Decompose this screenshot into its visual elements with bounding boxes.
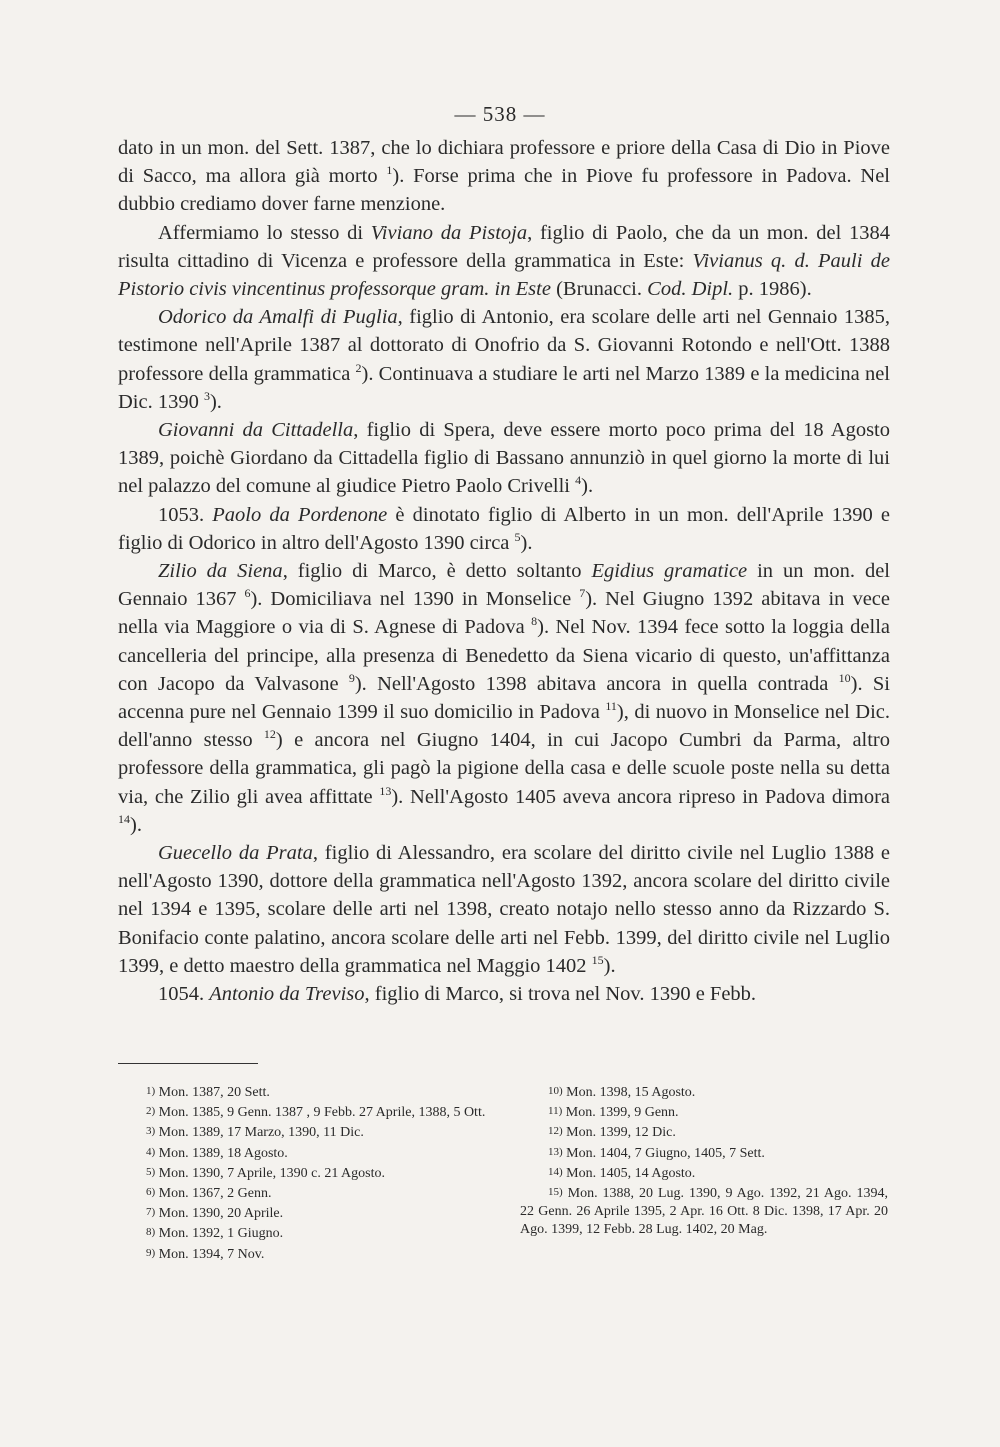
text-run: Affermiamo lo stesso di <box>158 221 371 244</box>
footnote-mark: 15) <box>548 1186 563 1199</box>
paragraph <box>118 219 890 304</box>
footnote <box>118 1163 486 1183</box>
text-run: dato in un mon. del Sett. 1387, che lo dichiara professore e priore della Casa di Dio in Piove di Sacco, ma allora già morto <box>118 137 890 188</box>
text-run: ), di nuovo in Monselice nel Dic. dell'anno stesso <box>118 701 890 752</box>
footnote-mark: 4) <box>146 1145 156 1158</box>
footnote-text: Mon. 1367, 2 Genn. <box>155 1186 272 1202</box>
italic-text: Odorico da Amalfi di Puglia <box>158 306 398 329</box>
footnote-text: Mon. 1404, 7 Giugno, 1405, 7 Sett. <box>562 1145 765 1161</box>
footnote-reference: 11 <box>605 699 617 714</box>
text-run: p. 1986). <box>733 278 812 301</box>
footnote-separator <box>118 1063 258 1064</box>
footnote-reference: 2 <box>355 360 362 375</box>
footnotes-left-column <box>118 1082 486 1264</box>
paragraph <box>118 980 890 1008</box>
footnote <box>118 1082 486 1102</box>
footnote-mark: 5) <box>146 1165 156 1178</box>
italic-text: Guecello da Prata <box>158 842 313 865</box>
paragraph <box>118 416 890 501</box>
text-run: ) e ancora nel Giugno 1404, in cui Jacopo Cumbri da Parma, altro professore della grammatica, gli pagò la pigione della casa e delle scuole poste nella su detta via, che Zilio gli avea affittate <box>118 729 891 808</box>
text-run: in un mon. del Gennaio 1367 <box>118 560 891 611</box>
footnote-reference: 3 <box>203 389 210 403</box>
footnote-reference: 6 <box>244 586 251 601</box>
footnote-text: Mon. 1390, 7 Aprile, 1390 c. 21 Agosto. <box>155 1165 386 1181</box>
italic-text: Antonio da Treviso <box>209 983 365 1006</box>
footnote <box>118 1102 486 1122</box>
footnote-mark: 8) <box>146 1226 156 1239</box>
paragraph <box>118 134 890 219</box>
footnote <box>520 1143 888 1163</box>
footnote-reference: 4 <box>575 473 582 488</box>
footnote-reference: 7 <box>579 586 586 601</box>
footnote <box>520 1183 888 1240</box>
footnote-reference: 10 <box>838 671 851 686</box>
footnote <box>520 1102 888 1122</box>
text-run: , figlio di Paolo, che da un mon. del 1384 risulta cittadino di Vicenza e professore della grammatica in Este: <box>118 221 891 272</box>
footnote-mark: 6) <box>146 1186 156 1199</box>
page-number: — 538 — <box>454 102 546 126</box>
footnote-mark: 14) <box>548 1165 563 1178</box>
text-run: , figlio di Antonio, era scolare delle arti nel Gennaio 1385, testimone nell'Aprile 1387 al dottorato di Onofrio da S. Giovanni Rotondo e nell'Ott. 1388 professore della grammatica <box>118 306 890 385</box>
text-run: ). Continuava a studiare le arti nel Marzo 1389 e la medicina nel Dic. 1390 <box>118 362 890 413</box>
text-run: ). Si accenna pure nel Gennaio 1399 il suo domicilio in Padova <box>118 672 890 724</box>
text-run: 1053. <box>158 503 213 526</box>
italic-text: Cod. Dipl. <box>647 278 734 301</box>
text-run: ). Nel Giugno 1392 abitava in vece nella via Maggiore o via di S. Agnese di Padova <box>118 588 890 639</box>
text-run: ). <box>520 531 533 554</box>
footnote-mark: 9) <box>146 1246 156 1259</box>
text-run: ). <box>603 954 616 977</box>
footnote-text: Mon. 1405, 14 Agosto. <box>562 1165 696 1181</box>
text-run: ). <box>209 390 222 413</box>
paragraph <box>118 557 890 839</box>
footnote-reference: 14 <box>118 812 130 827</box>
footnote-mark: 7) <box>146 1206 156 1219</box>
italic-text: Zilio da Siena <box>158 560 283 583</box>
italic-text: Vivianus q. d. Pauli de Pistorio civis vincentinus professorque gram. in Este <box>118 249 890 301</box>
italic-text: Egidius gramatice <box>591 560 748 583</box>
footnote-mark: 13) <box>548 1145 563 1158</box>
footnote-reference: 9 <box>348 671 355 686</box>
footnote-reference: 1 <box>386 163 393 178</box>
main-text <box>118 134 890 1008</box>
footnote-reference: 8 <box>531 614 538 629</box>
footnote-text: Mon. 1389, 17 Marzo, 1390, 11 Dic. <box>155 1125 364 1141</box>
footnote-text: Mon. 1387, 20 Sett. <box>155 1085 270 1100</box>
footnote-mark: 1) <box>146 1085 156 1097</box>
footnote <box>118 1122 486 1142</box>
italic-text: Giovanni da Cittadella <box>158 419 354 442</box>
footnote-reference: 13 <box>379 783 392 798</box>
text-run: , figlio di Marco, si trova nel Nov. 1390 e Febb. <box>364 983 757 1006</box>
text-run: ). Nell'Agosto 1398 abitava ancora in quella contrada <box>354 672 839 695</box>
text-run: , figlio di Alessandro, era scolare del diritto civile nel Luglio 1388 e nell'Agosto 1390, dottore della grammatica nell'Agosto 1392, ancora scolare del diritto civile nel 1394 e 1395, scolare delle arti nel 1398, creato notajo nello stesso anno da Rizzardo S. Bonifacio conte palatino, ancora scolare delle arti nel Febb. 1399, del diritto civile nel Luglio 1399, e detto maestro della grammatica nel Maggio 1402 <box>118 842 890 977</box>
text-run: è dinotato figlio di Alberto in un mon. dell'Aprile 1390 e figlio di Odorico in altro dell'Agosto 1390 circa <box>118 503 890 554</box>
footnote-text: Mon. 1392, 1 Giugno. <box>155 1226 284 1242</box>
text-run: (Brunacci. <box>550 278 648 301</box>
footnote <box>118 1183 486 1203</box>
text-run: ). <box>581 475 594 498</box>
text-run: , figlio di Marco, è detto soltanto <box>282 560 592 583</box>
footnote-mark: 10) <box>548 1085 563 1097</box>
footnote-text: Mon. 1398, 15 Agosto. <box>562 1085 696 1100</box>
footnote <box>118 1203 486 1223</box>
footnote-mark: 11) <box>548 1105 563 1118</box>
footnote-text: Mon. 1389, 18 Agosto. <box>155 1145 288 1161</box>
footnote <box>520 1122 888 1142</box>
paragraph <box>118 839 890 980</box>
footnote-mark: 12) <box>548 1125 563 1138</box>
text-run: ). <box>130 813 142 836</box>
footnote <box>520 1163 888 1183</box>
footnote-mark: 2) <box>146 1105 156 1118</box>
footnote-reference: 12 <box>263 727 276 742</box>
footnote-text: Mon. 1388, 20 Lug. 1390, 9 Ago. 1392, 21 Ago. 1394, 22 Genn. 26 Aprile 1395, 2 Apr. 16 Ott. 8 Dic. 1398, 17 Apr. 20 Ago. 1399, 12 Febb. 28 Lug. 1402, 20 Mag. <box>520 1186 888 1238</box>
italic-text: Paolo da Pordenone <box>212 503 388 526</box>
text-run: 1054. <box>158 983 210 1006</box>
footnote-text: Mon. 1399, 12 Dic. <box>562 1125 676 1141</box>
text-run: ). Domiciliava nel 1390 in Monselice <box>250 588 580 611</box>
text-run: ). Nell'Agosto 1405 aveva ancora ripreso in Padova dimora <box>391 785 891 808</box>
footnote-mark: 3) <box>146 1125 156 1138</box>
text-run: , figlio di Spera, deve essere morto poco prima del 18 Agosto 1389, poichè Giordano da Cittadella figlio di Bassano annunziò in quel giorno la morte di lui nel palazzo del comune al giudice Pietro Paolo Crivelli <box>118 419 890 498</box>
footnote-text: Mon. 1385, 9 Genn. 1387 , 9 Febb. 27 Aprile, 1388, 5 Ott. <box>155 1105 486 1121</box>
footnote <box>118 1223 486 1243</box>
paragraph <box>118 303 890 416</box>
paragraph <box>118 501 890 557</box>
footnote <box>118 1244 486 1264</box>
footnote-reference: 5 <box>514 530 521 545</box>
footnote <box>520 1082 888 1102</box>
footnote-text: Mon. 1399, 9 Genn. <box>562 1105 679 1121</box>
footnote-text: Mon. 1390, 20 Aprile. <box>155 1206 284 1222</box>
footnote <box>118 1143 486 1163</box>
footnote-text: Mon. 1394, 7 Nov. <box>155 1246 265 1262</box>
italic-text: Viviano da Pistoja <box>370 221 528 244</box>
footnotes-right-column <box>520 1082 888 1240</box>
text-run: ). Nel Nov. 1394 fece sotto la loggia della cancelleria del principe, alla presenza di Benedetto da Siena vicario di questo, un'affittanza con Jacopo da Valvasone <box>118 616 890 695</box>
footnote-reference: 15 <box>591 953 604 968</box>
text-run: ). Forse prima che in Piove fu professore in Padova. Nel dubbio crediamo dover farne menzione. <box>118 165 891 216</box>
